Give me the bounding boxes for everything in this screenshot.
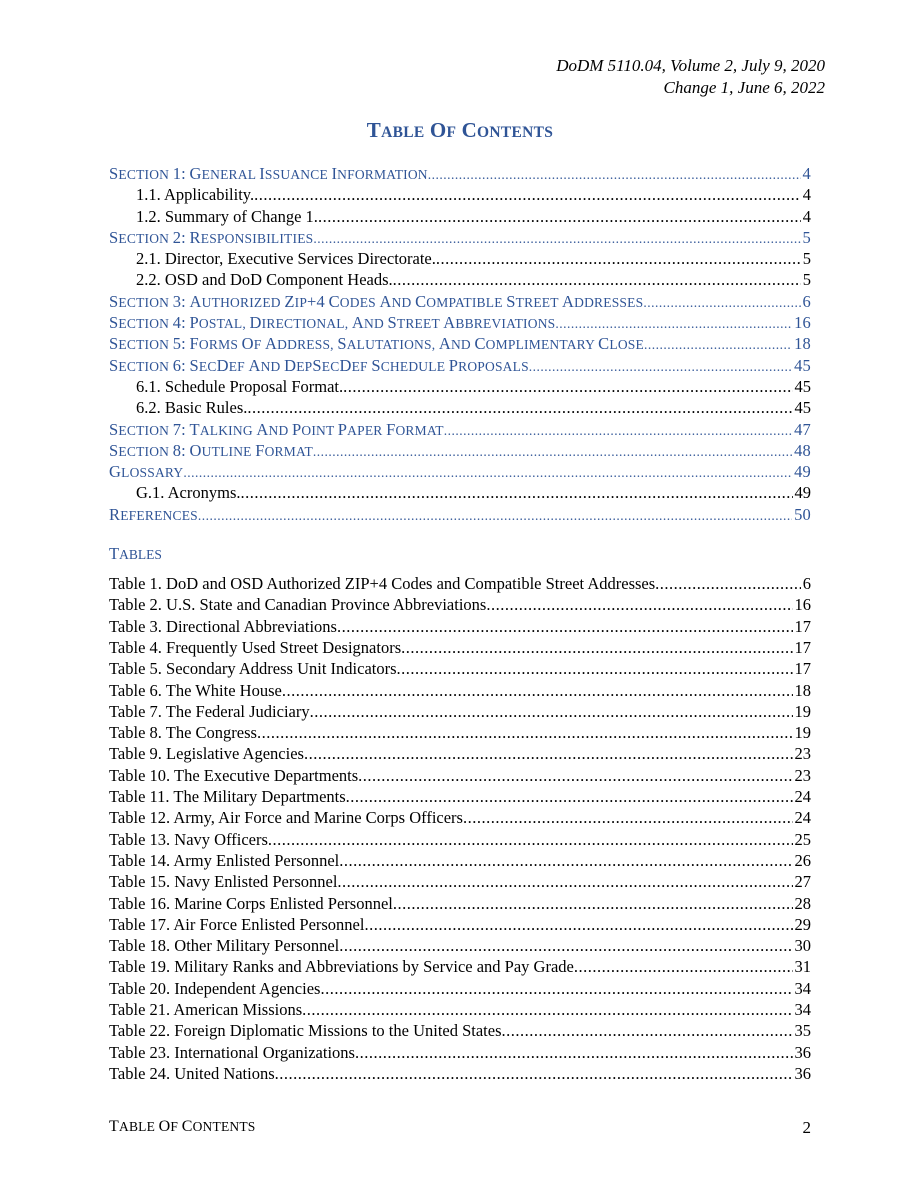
entry-page-number: 27 xyxy=(794,872,811,892)
entry-label: Table 5. Secondary Address Unit Indicators xyxy=(109,659,397,679)
page-footer xyxy=(109,1118,811,1138)
entry-label: Table 8. The Congress xyxy=(109,723,257,743)
dot-leader xyxy=(198,508,792,524)
entry-page-number: 34 xyxy=(794,999,811,1019)
toc-table-entry[interactable] xyxy=(109,1043,811,1064)
tables-entries xyxy=(109,574,811,1085)
entry-label: 1.2. Summary of Change 1. xyxy=(136,206,318,226)
toc-table-entry[interactable] xyxy=(109,830,811,851)
entry-page-number: 5 xyxy=(802,270,811,290)
entry-page-number: 5 xyxy=(802,227,811,247)
dot-leader xyxy=(502,1021,793,1041)
entry-label: Table 24. United Nations xyxy=(109,1063,275,1083)
entry-page-number: 26 xyxy=(794,850,811,870)
entry-label: SECTION 7: TALKING AND POINT PAPER FORMAT xyxy=(109,419,444,439)
entry-page-number: 4 xyxy=(802,185,811,205)
toc-table-entry[interactable] xyxy=(109,659,811,680)
entry-page-number: 30 xyxy=(794,936,811,956)
dot-leader xyxy=(343,377,792,397)
entry-page-number: 45 xyxy=(794,398,811,418)
header-change: Change 1, June 6, 2022 xyxy=(663,78,825,97)
toc-table-entry[interactable] xyxy=(109,723,811,744)
toc-subsection-entry[interactable] xyxy=(109,398,811,419)
entry-page-number: 31 xyxy=(794,957,811,977)
document-header xyxy=(556,55,825,99)
dot-leader xyxy=(444,423,792,439)
toc-section-entry[interactable] xyxy=(109,462,811,483)
entry-label: REFERENCES xyxy=(109,504,198,524)
entry-label: Table 14. Army Enlisted Personnel xyxy=(109,850,340,870)
entry-label: Table 7. The Federal Judiciary xyxy=(109,701,310,721)
toc-table-entry[interactable] xyxy=(109,595,811,616)
dot-leader xyxy=(401,638,792,658)
dot-leader xyxy=(397,659,793,679)
toc-table-entry[interactable] xyxy=(109,681,811,702)
toc-table-entry[interactable] xyxy=(109,787,811,808)
entry-page-number: 17 xyxy=(794,659,811,679)
dot-leader xyxy=(339,851,792,871)
entry-label: SECTION 2: RESPONSIBILITIES xyxy=(109,227,314,247)
entry-label: 1.1. Applicability. xyxy=(136,185,255,205)
entry-page-number: 28 xyxy=(794,893,811,913)
entry-page-number: 48 xyxy=(794,440,811,460)
entry-page-number: 6 xyxy=(802,291,811,311)
entry-page-number: 16 xyxy=(794,313,811,333)
entry-label: Table 12. Army, Air Force and Marine Corps Officers xyxy=(109,808,463,828)
toc-table-entry[interactable] xyxy=(109,851,811,872)
dot-leader xyxy=(364,915,792,935)
entry-label: Table 1. DoD and OSD Authorized ZIP+4 Codes and Compatible Street Addresses xyxy=(109,574,656,594)
toc-table-entry[interactable] xyxy=(109,872,811,893)
entry-page-number: 50 xyxy=(794,504,811,524)
entry-page-number: 29 xyxy=(794,914,811,934)
entry-page-number: 49 xyxy=(794,462,811,482)
toc-table-entry[interactable] xyxy=(109,638,811,659)
entry-page-number: 24 xyxy=(794,808,811,828)
dot-leader xyxy=(257,723,793,743)
entry-page-number: 35 xyxy=(794,1021,811,1041)
entry-label: Table 23. International Organizations xyxy=(109,1042,355,1062)
toc-section-entry[interactable] xyxy=(109,441,811,462)
toc-table-entry[interactable] xyxy=(109,744,811,765)
entry-page-number: 23 xyxy=(794,744,811,764)
dot-leader xyxy=(393,894,793,914)
toc-table-entry[interactable] xyxy=(109,894,811,915)
toc-subsection-entry[interactable] xyxy=(109,270,811,291)
dot-leader xyxy=(313,444,792,460)
entry-label: Table 9. Legislative Agencies xyxy=(109,744,304,764)
dot-leader xyxy=(268,830,793,850)
entry-label: Table 2. U.S. State and Canadian Province Abbreviations xyxy=(109,595,487,615)
toc-table-entry[interactable] xyxy=(109,936,811,957)
dot-leader xyxy=(574,957,793,977)
dot-leader xyxy=(337,872,792,892)
toc-section-entry[interactable] xyxy=(109,356,811,377)
entry-label: Table 22. Foreign Diplomatic Missions to the United States xyxy=(109,1021,502,1041)
dot-leader xyxy=(183,465,792,481)
entry-label: Table 11. The Military Departments xyxy=(109,787,346,807)
footer-title: TABLE OF CONTENTS xyxy=(109,1118,256,1135)
entry-page-number: 17 xyxy=(794,637,811,657)
dot-leader xyxy=(310,702,793,722)
entry-page-number: 16 xyxy=(794,595,811,615)
dot-leader xyxy=(241,483,793,503)
entry-label: Table 18. Other Military Personnel xyxy=(109,936,340,956)
entry-label: Table 6. The White House xyxy=(109,680,282,700)
dot-leader xyxy=(302,1000,792,1020)
entry-page-number: 6 xyxy=(802,574,811,594)
entry-label: SECTION 3: AUTHORIZED ZIP+4 CODES AND COMPATIBLE STREET ADDRESSES xyxy=(109,291,644,311)
dot-leader xyxy=(318,207,801,227)
toc-table-entry[interactable] xyxy=(109,808,811,829)
toc-table-entry[interactable] xyxy=(109,915,811,936)
toc-section-entry[interactable] xyxy=(109,420,811,441)
page-title xyxy=(0,118,920,143)
toc-table-entry[interactable] xyxy=(109,574,811,595)
toc-section-entry[interactable] xyxy=(109,164,811,185)
entry-label: GLOSSARY xyxy=(109,462,184,482)
dot-leader xyxy=(339,936,792,956)
entry-label: SECTION 1: GENERAL ISSUANCE INFORMATION xyxy=(109,164,428,183)
entry-page-number: 34 xyxy=(794,978,811,998)
toc-subsection-entry[interactable] xyxy=(109,483,811,504)
toc-table-entry[interactable] xyxy=(109,1000,811,1021)
dot-leader xyxy=(436,249,801,269)
entry-page-number: 45 xyxy=(794,355,811,375)
entry-page-number: 19 xyxy=(794,723,811,743)
entry-label: SECTION 8: OUTLINE FORMAT xyxy=(109,440,313,460)
entry-page-number: 36 xyxy=(794,1042,811,1062)
toc-table-entry[interactable] xyxy=(109,1064,811,1085)
toc-subsection-entry[interactable] xyxy=(109,249,811,270)
dot-leader xyxy=(346,787,793,807)
entry-label: 2.2. OSD and DoD Component Heads. xyxy=(136,270,393,290)
dot-leader xyxy=(304,744,793,764)
entry-label: SECTION 4: POSTAL, DIRECTIONAL, AND STREET ABBREVIATIONS xyxy=(109,313,556,333)
toc-subsection-entry[interactable] xyxy=(109,377,811,398)
page-number: 2 xyxy=(802,1118,811,1137)
entry-label: Table 13. Navy Officers xyxy=(109,829,268,849)
entry-page-number: 45 xyxy=(794,376,811,396)
entry-page-number: 36 xyxy=(794,1063,811,1083)
toc-table-entry[interactable] xyxy=(109,617,811,638)
toc-table-entry[interactable] xyxy=(109,979,811,1000)
entry-label: Table 4. Frequently Used Street Designators xyxy=(109,637,402,657)
entry-label: Table 15. Navy Enlisted Personnel xyxy=(109,872,338,892)
dot-leader xyxy=(355,1043,793,1063)
dot-leader xyxy=(486,595,792,615)
dot-leader xyxy=(337,617,793,637)
dot-leader xyxy=(282,681,793,701)
entry-label: Table 19. Military Ranks and Abbreviations by Service and Pay Grade xyxy=(109,957,574,977)
toc-section-entry[interactable] xyxy=(109,228,811,249)
dot-leader xyxy=(358,766,792,786)
dot-leader xyxy=(247,398,792,418)
dot-leader xyxy=(644,337,792,353)
entry-page-number: 19 xyxy=(794,701,811,721)
entry-page-number: 4 xyxy=(802,164,811,183)
header-doc-id: DoDM 5110.04, Volume 2, July 9, 2020 xyxy=(556,56,825,75)
entry-page-number: 4 xyxy=(802,206,811,226)
dot-leader xyxy=(254,185,801,205)
entry-label: Table 21. American Missions xyxy=(109,999,303,1019)
toc-section-entry[interactable] xyxy=(109,292,811,313)
table-of-contents xyxy=(109,164,811,1085)
dot-leader xyxy=(529,359,792,375)
entry-label: 6.1. Schedule Proposal Format. xyxy=(136,376,344,396)
dot-leader xyxy=(428,167,801,183)
entry-page-number: 24 xyxy=(794,787,811,807)
tables-heading xyxy=(109,544,811,565)
entry-label: SECTION 6: SECDEF AND DEPSECDEF SCHEDULE PROPOSALS xyxy=(109,355,529,375)
toc-table-entry[interactable] xyxy=(109,957,811,978)
entry-page-number: 25 xyxy=(794,829,811,849)
dot-leader xyxy=(655,574,801,594)
entry-page-number: 17 xyxy=(794,616,811,636)
entry-label: Table 20. Independent Agencies xyxy=(109,978,321,998)
dot-leader xyxy=(320,979,792,999)
tables-heading-text: TABLES xyxy=(109,544,162,564)
entry-label: Table 3. Directional Abbreviations xyxy=(109,616,337,636)
entry-page-number: 18 xyxy=(794,334,811,354)
toc-entries xyxy=(109,164,811,526)
entry-label: Table 16. Marine Corps Enlisted Personnel xyxy=(109,893,393,913)
entry-label: Table 17. Air Force Enlisted Personnel xyxy=(109,914,365,934)
entry-page-number: 18 xyxy=(794,680,811,700)
entry-label: G.1. Acronyms. xyxy=(136,483,241,503)
toc-table-entry[interactable] xyxy=(109,702,811,723)
toc-table-entry[interactable] xyxy=(109,1021,811,1042)
dot-leader xyxy=(643,295,800,311)
dot-leader xyxy=(393,270,801,290)
toc-table-entry[interactable] xyxy=(109,766,811,787)
entry-label: 6.2. Basic Rules. xyxy=(136,398,248,418)
entry-page-number: 5 xyxy=(802,249,811,269)
toc-section-entry[interactable] xyxy=(109,505,811,526)
entry-page-number: 23 xyxy=(794,765,811,785)
entry-label: 2.1. Director, Executive Services Directorate. xyxy=(136,249,436,269)
toc-section-entry[interactable] xyxy=(109,313,811,334)
entry-label: SECTION 5: FORMS OF ADDRESS, SALUTATIONS, AND COMPLIMENTARY CLOSE xyxy=(109,334,644,354)
page-title-text: TABLE OF CONTENTS xyxy=(366,118,554,142)
entry-page-number: 49 xyxy=(794,483,811,503)
dot-leader xyxy=(313,231,800,247)
toc-subsection-entry[interactable] xyxy=(109,207,811,228)
toc-section-entry[interactable] xyxy=(109,334,811,355)
entry-page-number: 47 xyxy=(794,419,811,439)
dot-leader xyxy=(463,808,793,828)
entry-label: Table 10. The Executive Departments xyxy=(109,765,359,785)
toc-subsection-entry[interactable] xyxy=(109,185,811,206)
dot-leader xyxy=(275,1064,793,1084)
dot-leader xyxy=(555,316,792,332)
